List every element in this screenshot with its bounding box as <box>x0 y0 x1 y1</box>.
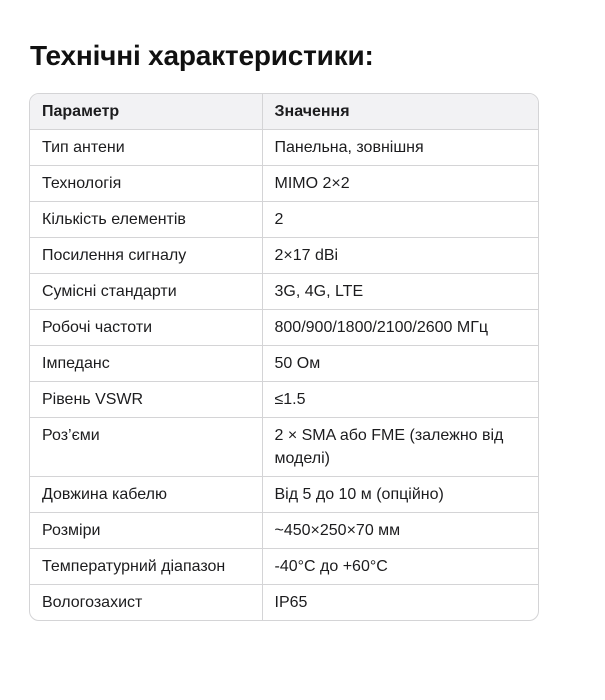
parameter-cell: Довжина кабелю <box>30 476 262 512</box>
value-cell: ~450×250×70 мм <box>262 512 538 548</box>
value-cell: 2×17 dBi <box>262 237 538 273</box>
table-row <box>30 129 538 165</box>
parameter-cell: Температурний діапазон <box>30 548 262 584</box>
table-row <box>30 512 538 548</box>
parameter-cell: Кількість елементів <box>30 201 262 237</box>
value-cell: 800/900/1800/2100/2600 МГц <box>262 309 538 345</box>
parameter-cell: Посилення сигналу <box>30 237 262 273</box>
table-row <box>30 309 538 345</box>
table-header-row <box>30 94 538 129</box>
parameter-cell: Технологія <box>30 165 262 201</box>
table-row <box>30 237 538 273</box>
table-row <box>30 584 538 620</box>
header-value: Значення <box>262 94 538 129</box>
table-row <box>30 381 538 417</box>
value-cell: ≤1.5 <box>262 381 538 417</box>
table-row <box>30 476 538 512</box>
header-parameter: Параметр <box>30 94 262 129</box>
specifications-table <box>30 94 538 620</box>
value-cell: 2 × SMA або FME (залежно від моделі) <box>262 417 538 476</box>
value-cell: IP65 <box>262 584 538 620</box>
parameter-cell: Рівень VSWR <box>30 381 262 417</box>
value-cell: 3G, 4G, LTE <box>262 273 538 309</box>
parameter-cell: Тип антени <box>30 129 262 165</box>
value-cell: MIMO 2×2 <box>262 165 538 201</box>
table-row <box>30 201 538 237</box>
value-cell: 50 Ом <box>262 345 538 381</box>
table-row <box>30 273 538 309</box>
value-cell: -40°C до +60°C <box>262 548 538 584</box>
table-row <box>30 165 538 201</box>
table-row <box>30 417 538 476</box>
page-title: Технічні характеристики: <box>30 40 374 71</box>
parameter-cell: Імпеданс <box>30 345 262 381</box>
parameter-cell: Вологозахист <box>42 593 143 611</box>
parameter-cell: Розміри <box>30 512 262 548</box>
parameter-cell: Роз’єми <box>30 417 262 476</box>
table-row <box>30 548 538 584</box>
parameter-cell: Робочі частоти <box>30 309 262 345</box>
value-cell: Від 5 до 10 м (опційно) <box>262 476 538 512</box>
table-row <box>30 345 538 381</box>
parameter-cell: Сумісні стандарти <box>30 273 262 309</box>
specifications-table-container <box>29 93 539 621</box>
value-cell: 2 <box>262 201 538 237</box>
value-cell: Панельна, зовнішня <box>262 129 538 165</box>
